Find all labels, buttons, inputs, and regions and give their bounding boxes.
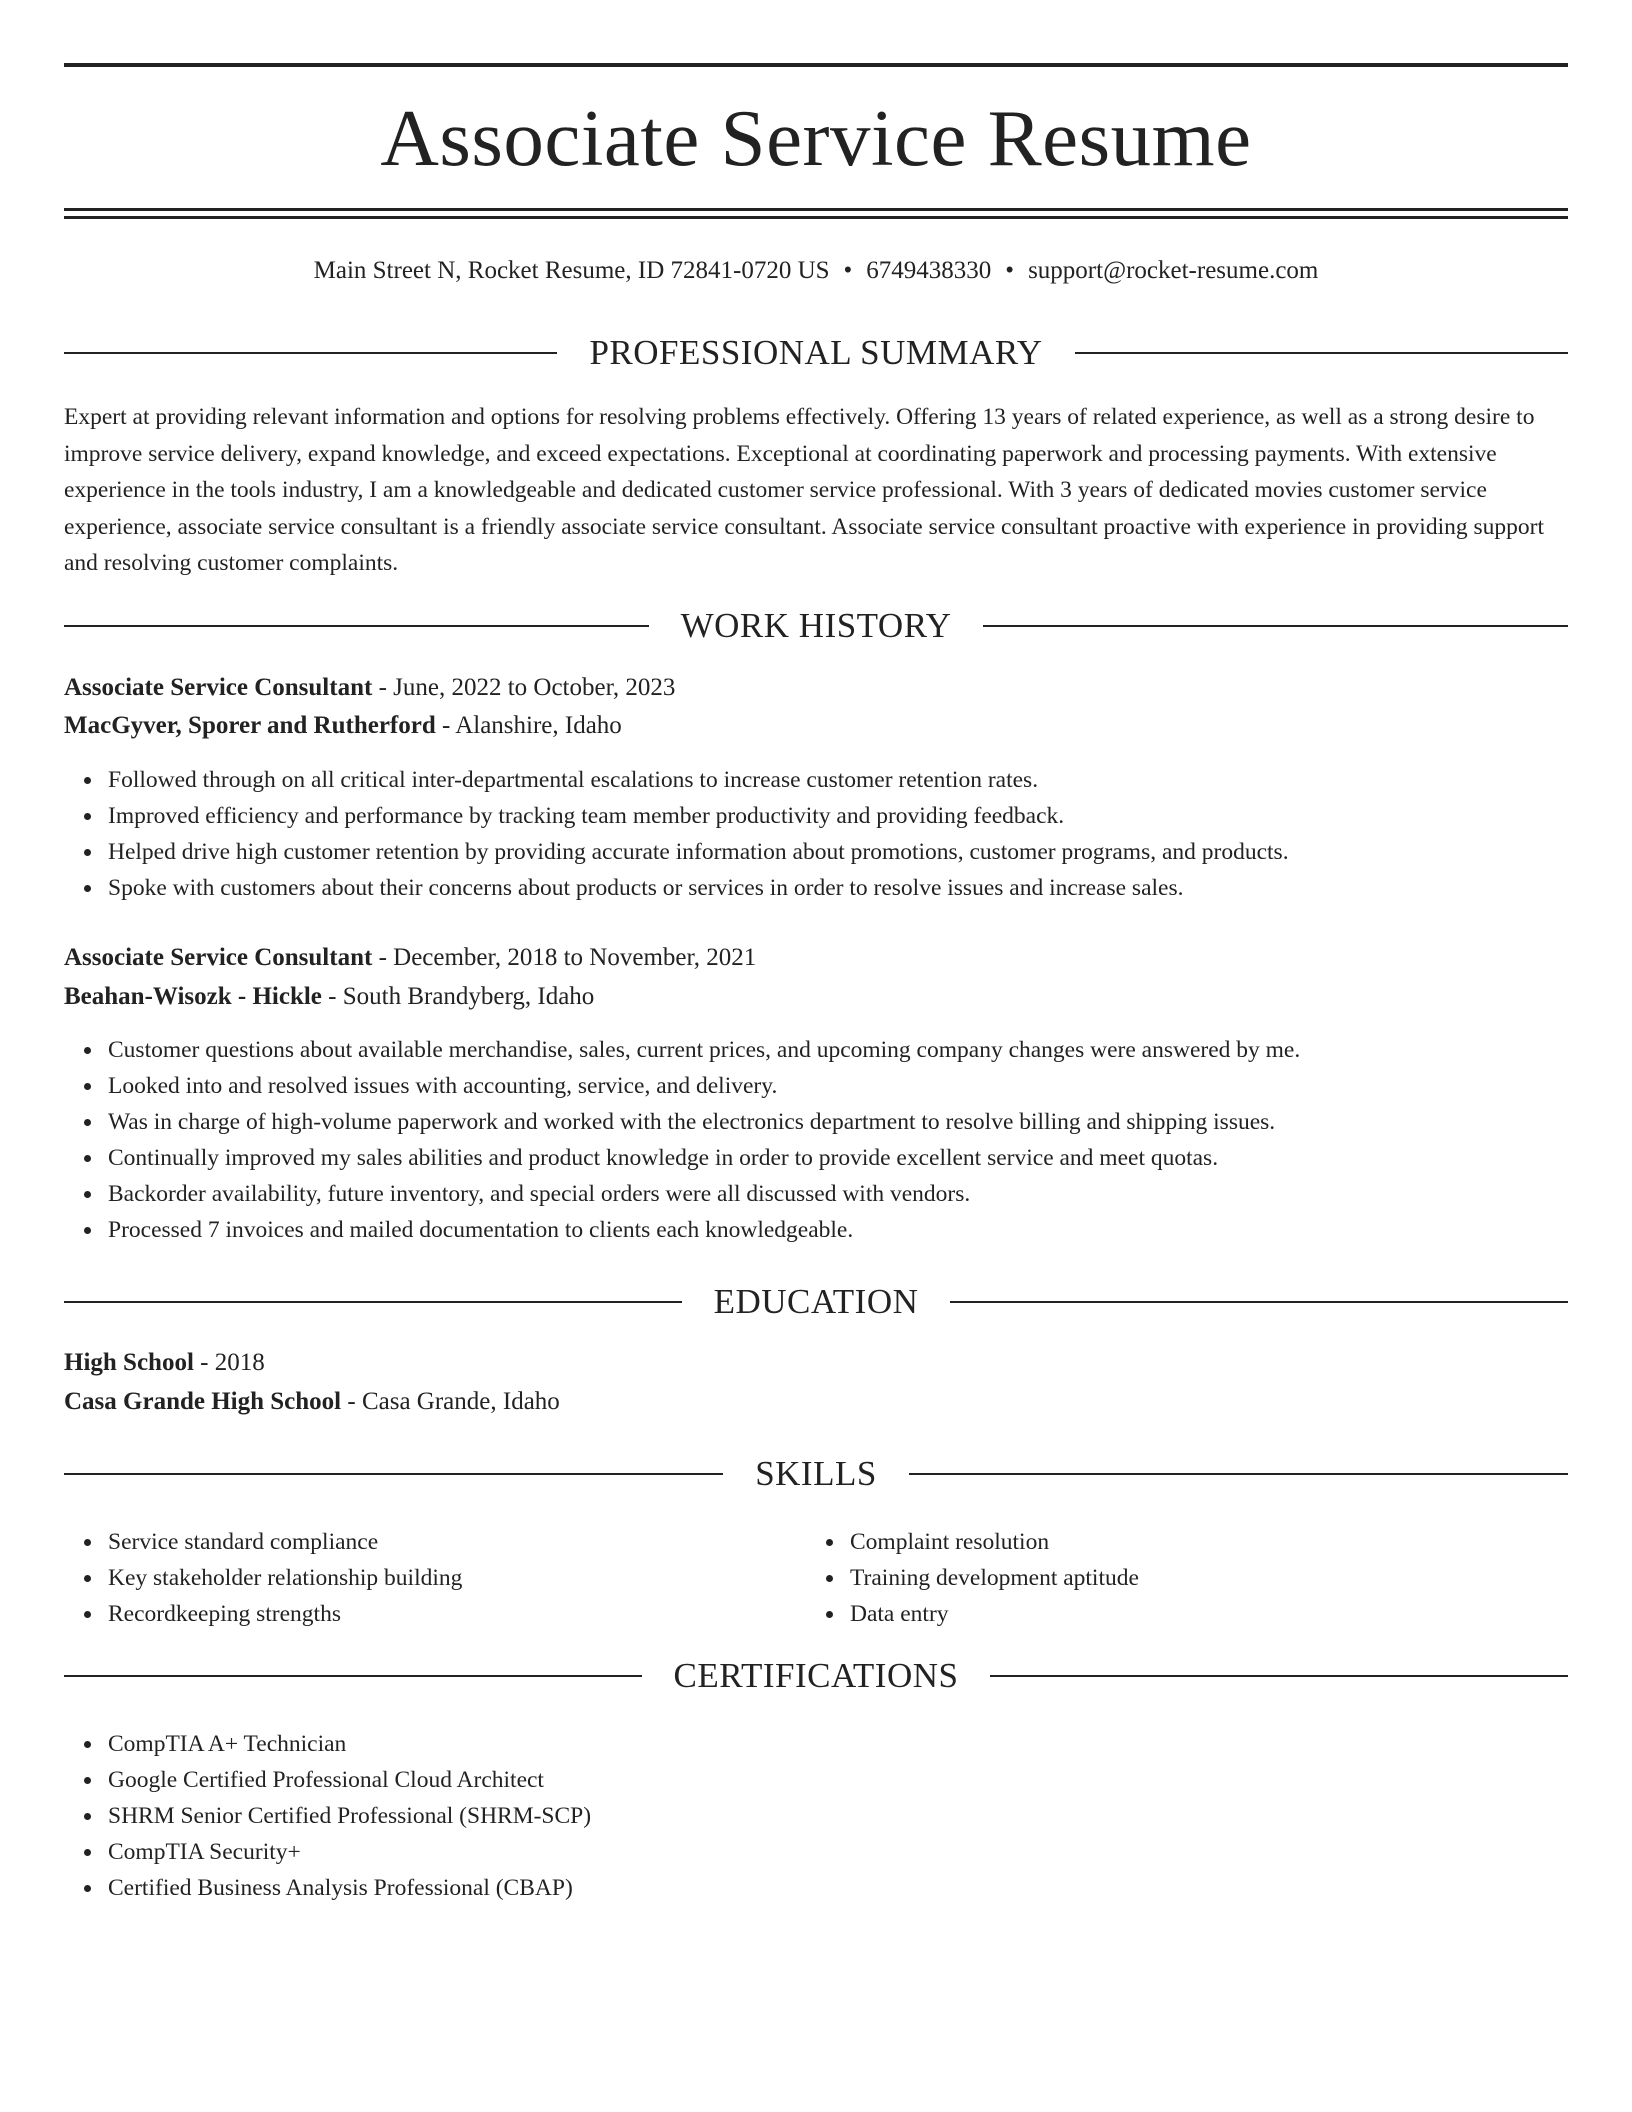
education-year: - 2018 — [193, 1349, 265, 1376]
job-dates: - December, 2018 to November, 2021 — [372, 944, 757, 971]
title-rule-upper — [64, 208, 1568, 211]
job-bullet: Spoke with customers about their concerns about products or services in order to resolve issues and increase sales. — [108, 870, 1568, 906]
section-rule — [64, 352, 557, 354]
education-school-line — [64, 1384, 560, 1420]
job-bullet: Processed 7 invoices and mailed documentation to clients each knowledgeable. — [108, 1212, 1568, 1248]
section-rule — [909, 1473, 1568, 1475]
section-title-certifications: CERTIFICATIONS — [673, 1656, 959, 1695]
section-rule — [983, 625, 1568, 627]
education-degree-line — [64, 1345, 265, 1381]
job-location: - Alanshire, Idaho — [435, 712, 622, 739]
job-bullet: Improved efficiency and performance by tracking team member productivity and providing feedback. — [108, 798, 1568, 834]
skill-item: Key stakeholder relationship building — [108, 1560, 1568, 1596]
section-header-summary — [64, 331, 1568, 375]
job-title: Associate Service Consultant — [64, 944, 373, 971]
contact-address: Main Street N, Rocket Resume, ID 72841-0720 US — [313, 257, 830, 284]
contact-email: support@rocket-resume.com — [1028, 257, 1319, 284]
certification-item: SHRM Senior Certified Professional (SHRM-SCP) — [108, 1798, 1568, 1834]
skill-item: Service standard compliance — [108, 1524, 1568, 1560]
contact-phone: 6749438330 — [866, 257, 992, 284]
section-rule — [950, 1301, 1568, 1303]
section-header-education — [64, 1280, 1568, 1324]
section-title-summary: PROFESSIONAL SUMMARY — [589, 333, 1043, 372]
job-bullet: Continually improved my sales abilities and product knowledge in order to provide excellent service and meet quotas. — [108, 1140, 1568, 1176]
job-bullets — [64, 762, 1568, 906]
title-rule-lower — [64, 216, 1568, 219]
job-title-line — [64, 940, 756, 976]
section-title-work: WORK HISTORY — [680, 606, 952, 645]
skill-item: Data entry — [850, 1596, 1632, 1632]
certification-item: Google Certified Professional Cloud Architect — [108, 1762, 1568, 1798]
section-rule — [64, 1473, 723, 1475]
section-header-work — [64, 604, 1568, 648]
job-company-line — [64, 979, 594, 1015]
skill-item: Recordkeeping strengths — [108, 1596, 1568, 1632]
section-title-skills: SKILLS — [755, 1454, 877, 1493]
section-rule — [990, 1675, 1568, 1677]
job-company-line — [64, 708, 622, 744]
job-bullet: Looked into and resolved issues with accounting, service, and delivery. — [108, 1068, 1568, 1104]
job-bullet: Helped drive high customer retention by providing accurate information about promotions, customer programs, and products. — [108, 834, 1568, 870]
job-bullet: Customer questions about available merchandise, sales, current prices, and upcoming company changes were answered by me. — [108, 1032, 1568, 1068]
section-header-skills — [64, 1452, 1568, 1496]
contact-separator: • — [843, 257, 853, 284]
job-title: Associate Service Consultant — [64, 674, 373, 701]
certifications-list — [64, 1726, 1568, 1906]
section-title-education: EDUCATION — [713, 1282, 919, 1321]
summary-text: Expert at providing relevant information and options for resolving problems effectively. Offering 13 years of related experience, as well as a strong desire to improve service delivery, expand knowledge, and exceed expectations. Exceptional at coordinating paperwork and processing payments. With extensive experience in the tools industry, I am a knowledgeable and dedicated customer service professional. With 3 years of dedicated movies customer service experience, associate service consultant is a friendly associate service consultant. Associate service consultant proactive with experience in providing support and resolving customer complaints. — [64, 404, 1544, 576]
job-bullets — [64, 1032, 1568, 1248]
certification-item: CompTIA Security+ — [108, 1834, 1568, 1870]
skill-item: Complaint resolution — [850, 1524, 1632, 1560]
job-dates: - June, 2022 to October, 2023 — [372, 674, 676, 701]
section-rule — [64, 625, 649, 627]
top-rule — [64, 63, 1568, 67]
section-rule — [64, 1301, 682, 1303]
job-bullet: Backorder availability, future inventory, and special orders were all discussed with vendors. — [108, 1176, 1568, 1212]
section-rule — [1075, 352, 1568, 354]
job-company: MacGyver, Sporer and Rutherford — [64, 712, 436, 739]
certification-item: Certified Business Analysis Professional (CBAP) — [108, 1870, 1568, 1906]
certification-item: CompTIA A+ Technician — [108, 1726, 1568, 1762]
education-location: - Casa Grande, Idaho — [341, 1388, 560, 1415]
job-company: Beahan-Wisozk - Hickle — [64, 983, 322, 1010]
job-title-line — [64, 670, 675, 706]
education-degree: High School — [64, 1349, 194, 1376]
job-bullet: Was in charge of high-volume paperwork and worked with the electronics department to resolve billing and shipping issues. — [108, 1104, 1568, 1140]
section-rule — [64, 1675, 642, 1677]
skill-item: Training development aptitude — [850, 1560, 1632, 1596]
job-location: - South Brandyberg, Idaho — [321, 983, 595, 1010]
contact-line — [64, 254, 1568, 288]
resume-title: Associate Service Resume — [380, 93, 1252, 183]
contact-separator: • — [1005, 257, 1015, 284]
job-bullet: Followed through on all critical inter-departmental escalations to increase customer retention rates. — [108, 762, 1568, 798]
section-header-certifications — [64, 1654, 1568, 1698]
education-school: Casa Grande High School — [64, 1388, 342, 1415]
skills-list-right — [806, 1524, 1632, 1632]
